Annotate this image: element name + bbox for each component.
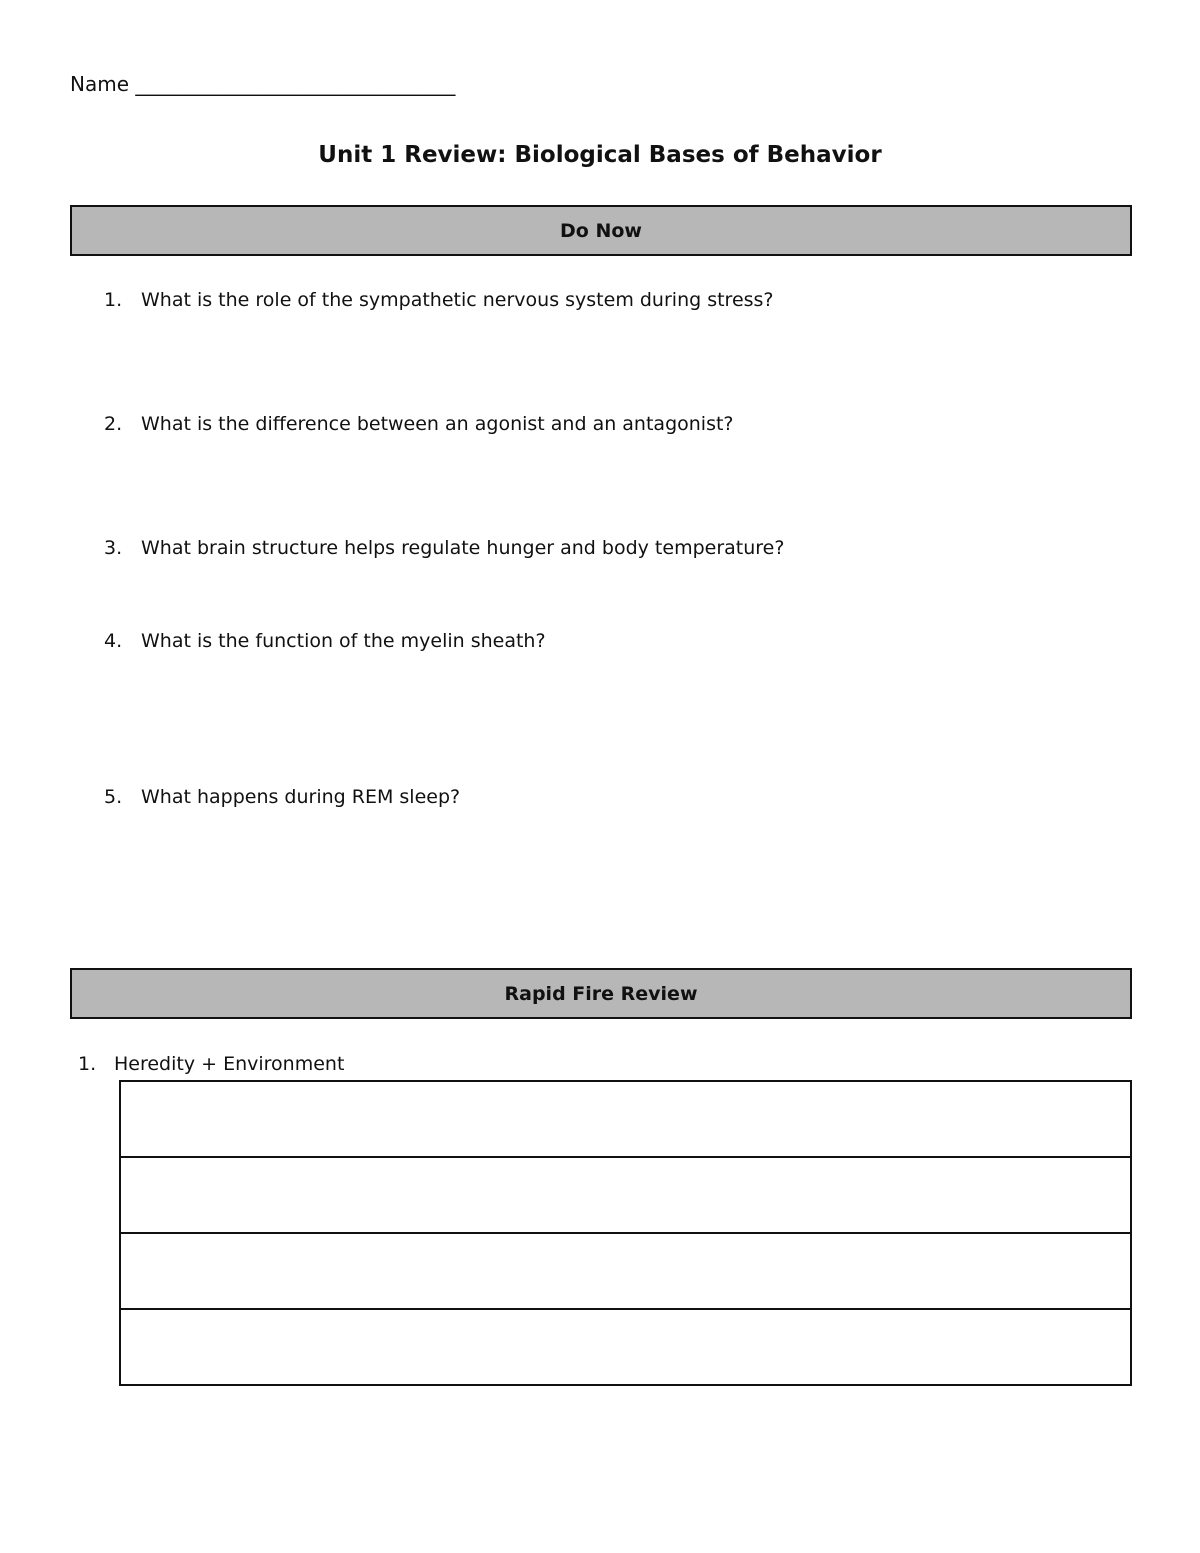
do-now-question-2 (104, 411, 734, 437)
answer-box[interactable] (121, 1158, 1130, 1234)
item-number: 1. (78, 1053, 97, 1075)
answer-box[interactable] (121, 1234, 1130, 1310)
question-number: 1. (104, 289, 123, 311)
do-now-question-4 (104, 628, 546, 654)
question-text: What is the difference between an agonist and an antagonist? (141, 413, 734, 435)
question-number: 2. (104, 413, 123, 435)
question-text: What brain structure helps regulate hunger and body temperature? (141, 537, 785, 559)
answer-box[interactable] (121, 1310, 1130, 1384)
item-text: Heredity + Environment (114, 1053, 345, 1075)
name-field-label: Name ________________________________ (70, 72, 456, 96)
question-text: What is the function of the myelin sheath? (141, 630, 546, 652)
answer-table (119, 1080, 1132, 1386)
do-now-question-3 (104, 535, 784, 561)
do-now-question-1 (104, 287, 774, 313)
rapid-fire-item-1 (78, 1051, 344, 1077)
question-text: What is the role of the sympathetic nervous system during stress? (141, 289, 774, 311)
rapid-fire-header (70, 968, 1132, 1019)
do-now-heading: Do Now (560, 219, 642, 242)
question-number: 3. (104, 537, 123, 559)
answer-box[interactable] (121, 1082, 1130, 1158)
rapid-fire-heading: Rapid Fire Review (504, 982, 698, 1005)
page-title: Unit 1 Review: Biological Bases of Behavior (318, 142, 882, 168)
question-number: 5. (104, 786, 123, 808)
question-number: 4. (104, 630, 123, 652)
question-text: What happens during REM sleep? (141, 786, 461, 808)
do-now-question-5 (104, 784, 460, 810)
do-now-header (70, 205, 1132, 256)
